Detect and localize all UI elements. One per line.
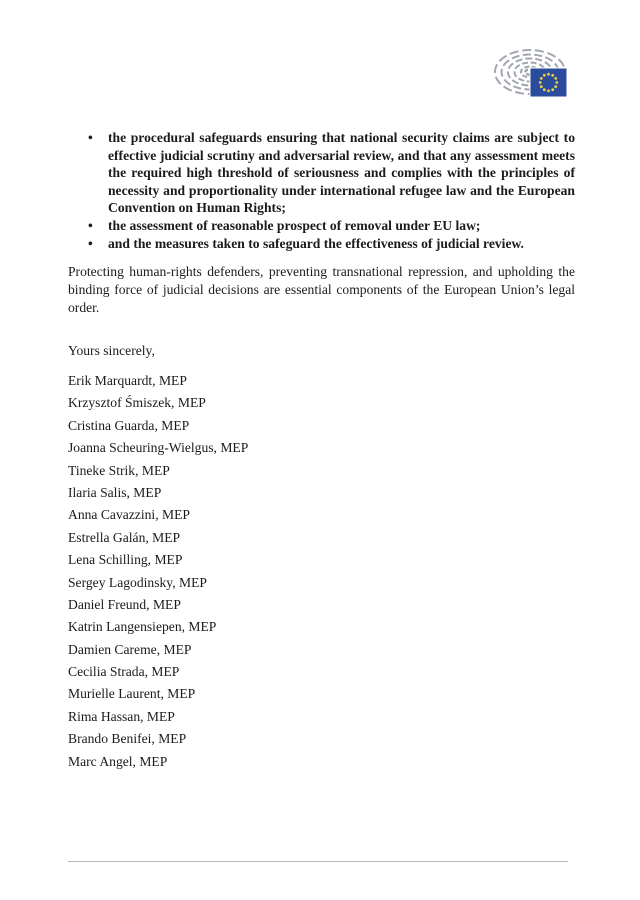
signatory-name: Estrella Galán, MEP [68,529,181,545]
signatory-name: Lena Schilling, MEP [68,552,183,568]
signatory-name: Anna Cavazzini, MEP [68,507,190,523]
bullet-icon: • [88,235,93,251]
bullet-text: and the measures taken to safeguard the effectiveness of judicial review. [108,235,524,251]
bullet-list [68,129,575,252]
signatory-name: Erik Marquardt, MEP [68,373,187,388]
signatory-name: Ilaria Salis, MEP [68,484,162,500]
european-parliament-logo [489,44,569,100]
bullet-text: the assessment of reasonable prospect of removal under EU law; [108,217,481,233]
hemicycle-icon [489,44,569,100]
signatory-name: Brando Benifei, MEP [68,731,187,747]
signatory-name: Daniel Freund, MEP [68,596,181,612]
bullet-text: the procedural safeguards ensuring that national security claims are subject to effective judicial scrutiny and adversarial review, and that any assessment meets the required high threshold of seriousness and complies with the principles of necessity and proportionality under international refugee law and the European Convention on Human Rights; [108,130,575,216]
signatory-name: Cristina Guarda, MEP [68,417,190,433]
bullet-item [68,217,575,235]
signatory-name: Marc Angel, MEP [68,753,168,769]
signatory-name: Krzysztof Śmiszek, MEP [68,395,206,411]
signatory-name: Cecilia Strada, MEP [68,664,180,680]
eu-flag-icon [530,68,567,97]
bullet-icon: • [88,217,93,233]
signatory-name: Sergey Lagodinsky, MEP [68,574,207,590]
footer-divider [68,861,568,862]
signatory-list [68,372,488,775]
signatory-name: Katrin Langensiepen, MEP [68,619,217,635]
signatory-name: Murielle Laurent, MEP [68,686,196,702]
closing-salutation: Yours sincerely, [68,343,155,358]
signatory-name: Joanna Scheuring-Wielgus, MEP [68,440,249,456]
signatory-name: Rima Hassan, MEP [68,708,175,724]
signatory-name: Tineke Strik, MEP [68,462,170,478]
body-paragraph: Protecting human-rights defenders, preventing transnational repression, and upholding the binding force of judicial decisions are essential components of the European Union’s legal order. [68,264,575,315]
bullet-icon: • [88,130,93,145]
bullet-item [68,129,575,217]
bullet-item [68,235,575,253]
signatory-name: Damien Careme, MEP [68,641,192,657]
